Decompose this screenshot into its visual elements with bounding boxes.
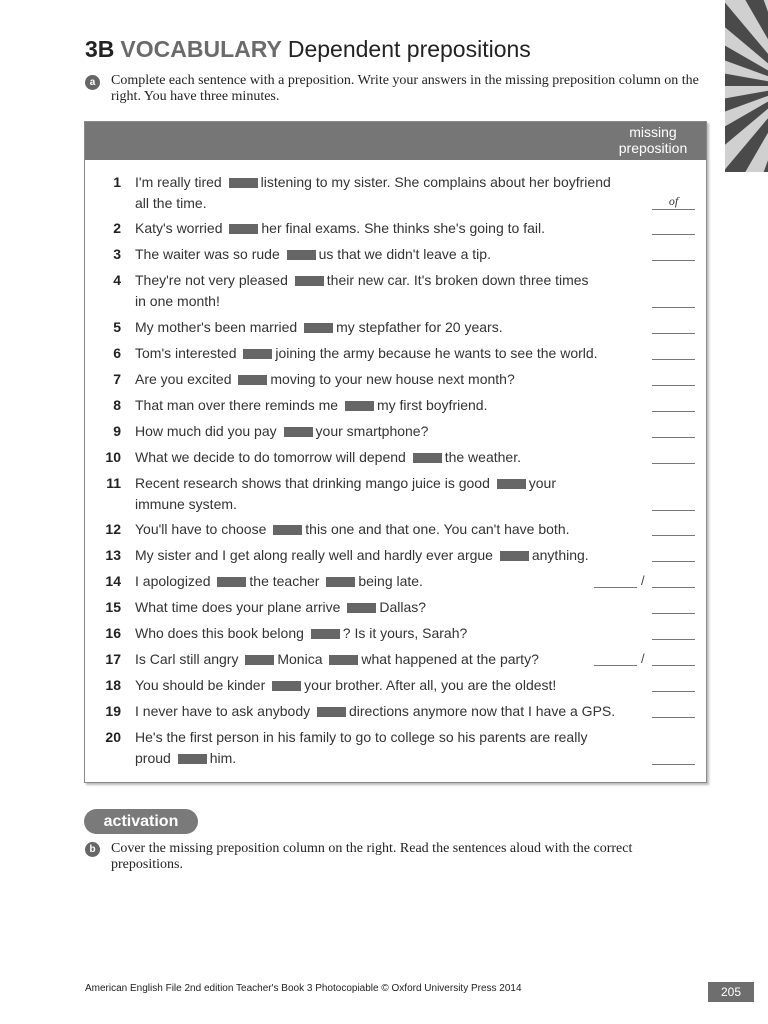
preposition-gap (217, 577, 246, 587)
sentence-text: anything. (531, 547, 589, 563)
answer-blank[interactable] (652, 543, 695, 562)
sentence-text: your smartphone? (315, 423, 429, 439)
answer-blank[interactable] (652, 595, 695, 614)
sentence-text: being late. (358, 573, 423, 589)
sentence-text: Who does this book belong (135, 625, 308, 641)
answer-blank[interactable] (652, 746, 695, 765)
sentence-text: Monica (277, 651, 327, 667)
sentence-text: ? Is it yours, Sarah? (342, 625, 468, 641)
sentence-text: in one month! (135, 293, 220, 309)
answer-blank[interactable] (652, 242, 695, 261)
item-number: 6 (113, 345, 121, 361)
preposition-gap (287, 250, 316, 260)
exercise-box-header (85, 122, 706, 160)
preposition-gap (238, 375, 267, 385)
answer-blank-first[interactable] (594, 647, 637, 666)
sentence-text: joining the army because he wants to see the world. (275, 345, 598, 361)
sentence-text: Katy's worried (135, 220, 227, 236)
item-number: 20 (105, 729, 121, 745)
column-header-line1: missing (629, 124, 677, 140)
preposition-gap (311, 629, 340, 639)
sentence-line (135, 449, 521, 465)
sentence-text: I apologized (135, 573, 215, 589)
section-subtitle: Dependent prepositions (287, 36, 531, 62)
sentence-line (135, 371, 515, 387)
sentence-text: My mother's been married (135, 319, 302, 335)
sentence-text: What we decide to do tomorrow will depend (135, 449, 410, 465)
preposition-gap (245, 655, 274, 665)
answer-blank[interactable]: of (652, 191, 695, 210)
item-number: 1 (113, 174, 121, 190)
item-number: 11 (106, 475, 121, 491)
sentence-text: They're not very pleased (135, 272, 292, 288)
item-number: 10 (105, 449, 121, 465)
sentence-text: What time does your plane arrive (135, 599, 345, 615)
answer-separator: / (641, 573, 645, 588)
sentence-line (135, 573, 423, 589)
sentence-text: her final exams. She thinks she's going to fail. (261, 220, 545, 236)
preposition-gap (284, 427, 313, 437)
sentence-text: Dallas? (379, 599, 427, 615)
section-label: VOCABULARY (120, 36, 282, 62)
preposition-gap (229, 224, 258, 234)
item-number: 17 (105, 651, 121, 667)
answer-blank[interactable] (652, 445, 695, 464)
sentence-line (135, 677, 556, 693)
footer-copyright: Photocopiable © Oxford University Press 2014 (312, 983, 522, 994)
page-number: 205 (708, 982, 754, 1002)
preposition-gap (345, 401, 374, 411)
sentence-text: I'm really tired (135, 174, 226, 190)
item-number: 5 (113, 319, 121, 335)
item-number: 2 (113, 220, 121, 236)
sentence-text: You'll have to choose (135, 521, 271, 537)
sentence-line (135, 703, 615, 719)
sentence-line (135, 397, 487, 413)
missing-preposition-column-header (608, 124, 698, 156)
preposition-gap (500, 551, 529, 561)
answer-blank-second[interactable] (652, 569, 695, 588)
answer-separator: / (641, 651, 645, 666)
preposition-gap (273, 525, 302, 535)
answer-blank[interactable] (652, 289, 695, 308)
sentence-line (135, 475, 556, 491)
sentence-line (135, 625, 467, 641)
answer-blank[interactable] (652, 367, 695, 386)
sentence-line (135, 345, 598, 361)
sentence-text: directions anymore now that I have a GPS. (349, 703, 616, 719)
answer-blank[interactable] (652, 673, 695, 692)
sentence-text: my first boyfriend. (376, 397, 488, 413)
sentence-text: My sister and I get along really well and hardly ever argue (135, 547, 497, 563)
preposition-gap (329, 655, 358, 665)
sentence-line (135, 547, 589, 563)
unit-code: 3B (85, 36, 115, 62)
sentence-text: your brother. After all, you are the oldest! (304, 677, 557, 693)
answer-blank[interactable] (652, 341, 695, 360)
footer-book-title: American English File 2nd edition Teacher's Book 3 (85, 983, 313, 994)
item-number: 16 (105, 625, 121, 641)
sentence-line (135, 521, 570, 537)
sentence-line (135, 423, 428, 439)
preposition-gap (272, 681, 301, 691)
sentence-text: immune system. (135, 496, 237, 512)
sentence-line-continued (135, 496, 237, 512)
answer-blank[interactable] (652, 492, 695, 511)
preposition-gap (304, 323, 333, 333)
answer-blank[interactable] (652, 216, 695, 235)
preposition-gap (497, 479, 526, 489)
sentence-text: us that we didn't leave a tip. (318, 246, 491, 262)
answer-blank[interactable] (652, 419, 695, 438)
answer-blank[interactable] (652, 393, 695, 412)
sentence-line (135, 729, 587, 745)
sentence-text: their new car. It's broken down three times (326, 272, 589, 288)
exercise-a-instruction: Complete each sentence with a preposition. Write your answers in the missing preposition column on the right. You have three minutes. (111, 73, 699, 104)
answer-blank-first[interactable] (594, 569, 637, 588)
sentence-line-continued (135, 195, 207, 211)
sentence-text: the teacher (249, 573, 324, 589)
activation-label: activation (84, 809, 198, 834)
sentence-line (135, 599, 426, 615)
exercise-box (84, 121, 707, 783)
sentence-text: listening to my sister. She complains about her boyfriend (260, 174, 611, 190)
answer-blank[interactable] (652, 517, 695, 536)
sentence-text: Recent research shows that drinking mango juice is good (135, 475, 494, 491)
sentence-line (135, 220, 545, 236)
preposition-gap (347, 603, 376, 613)
sentence-line (135, 246, 491, 262)
sentence-text: That man over there reminds me (135, 397, 342, 413)
sentence-text: Are you excited (135, 371, 236, 387)
sentence-line-continued (135, 750, 236, 766)
sentence-line (135, 174, 611, 190)
exercise-b-instruction: Cover the missing preposition column on the right. Read the sentences aloud with the correct prepositions. (111, 841, 633, 872)
sentence-text: I never have to ask anybody (135, 703, 314, 719)
exercise-b-badge: b (85, 842, 100, 857)
sentence-text: this one and that one. You can't have both. (305, 521, 570, 537)
sentence-text: You should be kinder (135, 677, 270, 693)
sentence-text: Tom's interested (135, 345, 241, 361)
item-number: 9 (113, 423, 121, 439)
item-number: 13 (105, 547, 121, 563)
preposition-gap (178, 754, 207, 764)
answer-blank-second[interactable] (652, 647, 695, 666)
sentence-text: How much did you pay (135, 423, 281, 439)
footer-credit (85, 983, 522, 994)
preposition-gap (243, 349, 272, 359)
sentence-line-continued (135, 293, 220, 309)
answer-blank[interactable] (652, 699, 695, 718)
item-number: 4 (113, 272, 121, 288)
sentence-text: what happened at the party? (361, 651, 539, 667)
sentence-text: my stepfather for 20 years. (336, 319, 503, 335)
sentence-text: him. (209, 750, 237, 766)
answer-blank[interactable] (652, 315, 695, 334)
sentence-text: all the time. (135, 195, 207, 211)
item-number: 15 (105, 599, 121, 615)
sentence-text: moving to your new house next month? (270, 371, 515, 387)
item-number: 19 (105, 703, 121, 719)
sunburst-decoration (725, 0, 768, 172)
preposition-gap (326, 577, 355, 587)
exercise-a-badge: a (85, 75, 100, 90)
sentence-text: Is Carl still angry (135, 651, 243, 667)
sentence-text: proud (135, 750, 175, 766)
sentence-text: the weather. (444, 449, 521, 465)
preposition-gap (413, 453, 442, 463)
preposition-gap (317, 707, 346, 717)
item-number: 3 (113, 246, 121, 262)
column-header-line2: preposition (618, 140, 688, 156)
sentence-text: He's the first person in his family to go to college so his parents are really (135, 729, 588, 745)
sentence-line (135, 319, 503, 335)
item-number: 7 (113, 371, 121, 387)
preposition-gap (295, 276, 324, 286)
sentence-line (135, 651, 539, 667)
sentence-text: The waiter was so rude (135, 246, 284, 262)
sentence-text: your (528, 475, 556, 491)
item-number: 8 (113, 397, 121, 413)
page-title (85, 36, 531, 63)
item-number: 14 (105, 573, 121, 589)
item-number: 12 (105, 521, 121, 537)
sentence-line (135, 272, 589, 288)
item-number: 18 (105, 677, 121, 693)
preposition-gap (229, 178, 258, 188)
answer-blank[interactable] (652, 621, 695, 640)
